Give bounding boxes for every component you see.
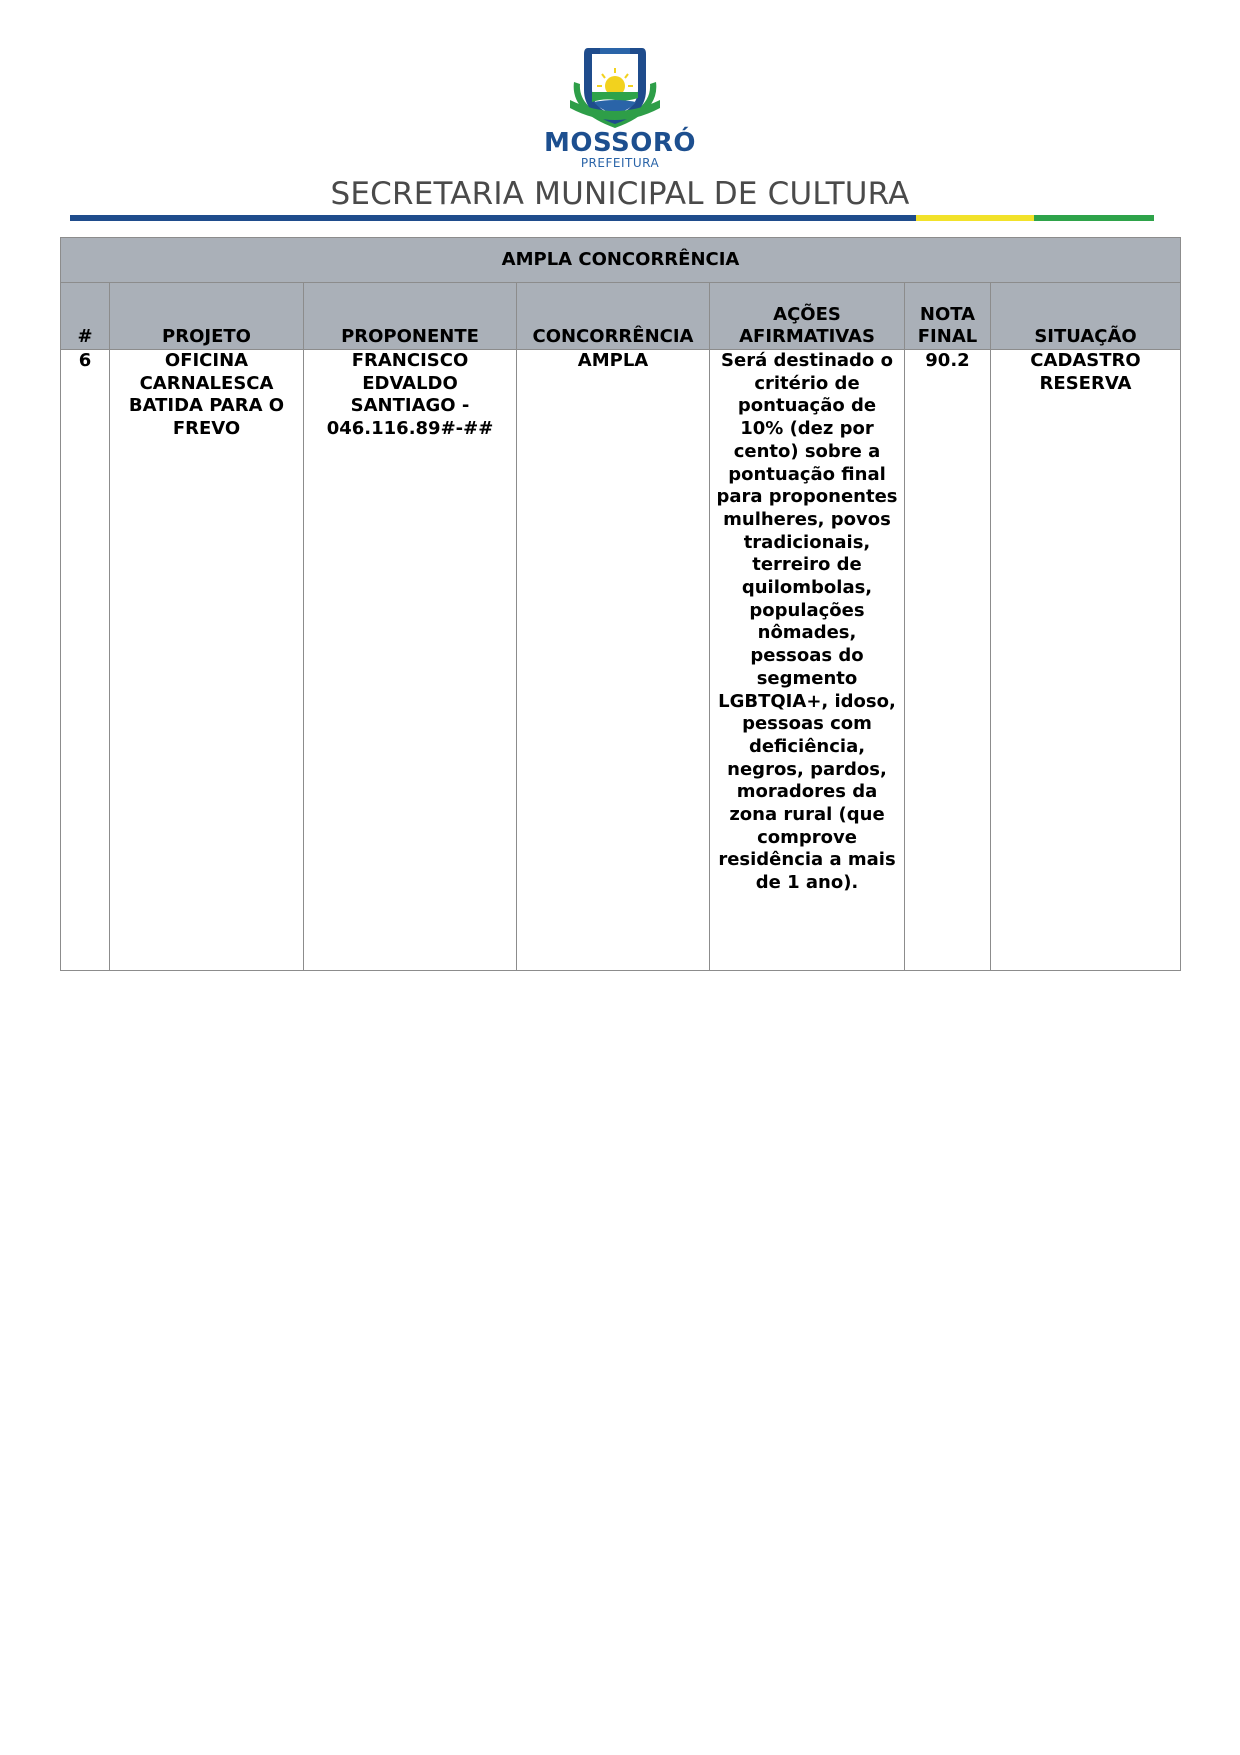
column-header-projeto: PROJETO xyxy=(110,283,304,350)
cell-nota-final: 90.2 xyxy=(905,350,991,971)
cell-proponente: FRANCISCO EDVALDO SANTIAGO - 046.116.89#-## xyxy=(304,350,517,971)
table-title-row xyxy=(61,238,1181,283)
cell-projeto: OFICINA CARNALESCA BATIDA PARA O FREVO xyxy=(110,350,304,971)
secretaria-title: SECRETARIA MUNICIPAL DE CULTURA xyxy=(330,176,910,212)
cell-acoes-afirmativas: Será destinado o critério de pontuação de 10% (dez por cento) sobre a pontuação final para proponentes mulheres, povos tradicionais, terreiro de quilombolas, populações nômades, pessoas do segmento LGBTQIA+, idoso, pessoas com deficiência, negros, pardos, moradores da zona rural (que comprove residência a mais de 1 ano). xyxy=(710,350,905,971)
column-header-number: # xyxy=(61,283,110,350)
column-header-concorrencia: CONCORRÊNCIA xyxy=(517,283,710,350)
table-row xyxy=(61,350,1181,971)
header-stripe-blue xyxy=(70,215,916,221)
cell-concorrencia: AMPLA xyxy=(517,350,710,971)
column-header-nota-final: NOTA FINAL xyxy=(905,283,991,350)
header-stripe-green xyxy=(1034,215,1154,221)
column-header-proponente: PROPONENTE xyxy=(304,283,517,350)
coat-of-arms-logo xyxy=(560,42,670,132)
brand-name: MOSSORÓ xyxy=(544,128,696,158)
cell-situacao: CADASTRO RESERVA xyxy=(991,350,1181,971)
brand-subtitle: PREFEITURA xyxy=(580,156,660,170)
results-table xyxy=(60,237,1181,971)
table-header-row xyxy=(61,283,1181,350)
column-header-acoes-afirmativas: AÇÕES AFIRMATIVAS xyxy=(710,283,905,350)
column-header-situacao: SITUAÇÃO xyxy=(991,283,1181,350)
header-stripe-yellow xyxy=(916,215,1034,221)
mossoro-coat-of-arms-icon xyxy=(560,42,670,132)
cell-number: 6 xyxy=(61,350,110,971)
table-title: AMPLA CONCORRÊNCIA xyxy=(61,238,1181,283)
